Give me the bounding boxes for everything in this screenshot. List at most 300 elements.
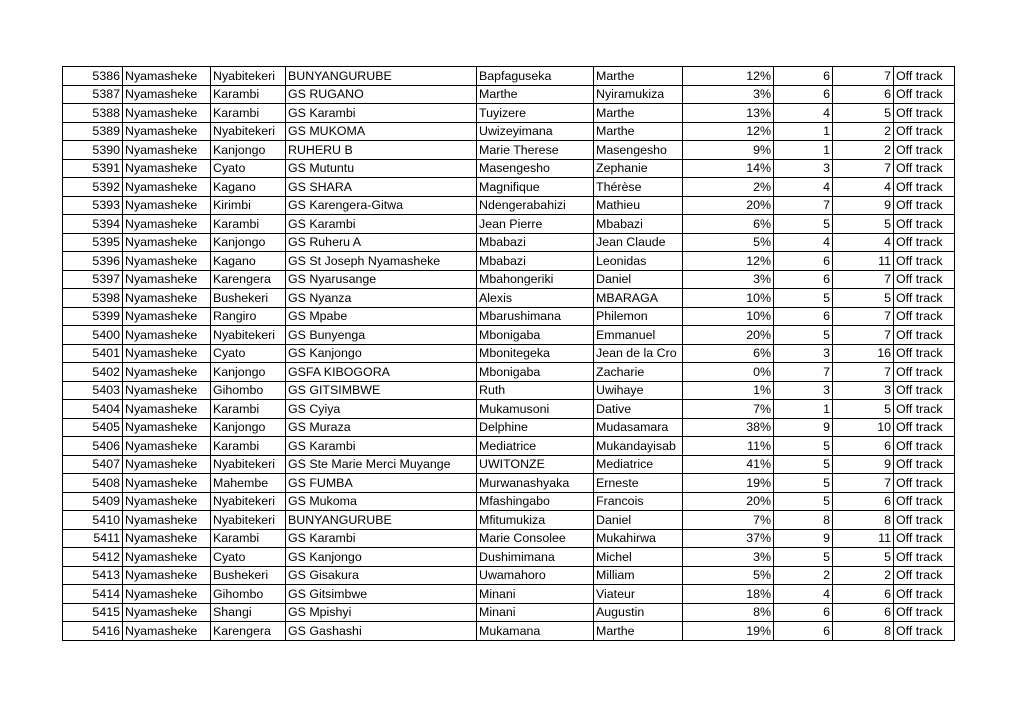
table-row [63, 233, 955, 252]
count-b-cell: 7 [833, 363, 894, 382]
sector-cell: Rangiro [211, 307, 286, 326]
first-name-cell: Daniel [594, 270, 683, 289]
row-id-cell: 5394 [63, 215, 123, 234]
score-cell: 19% [683, 622, 774, 641]
row-id-cell: 5414 [63, 585, 123, 604]
row-id-cell: 5397 [63, 270, 123, 289]
sector-cell: Nyabitekeri [211, 67, 286, 86]
row-id-cell: 5386 [63, 67, 123, 86]
school-cell: GS Karambi [286, 104, 477, 123]
table-row [63, 418, 955, 437]
district-cell: Nyamasheke [123, 215, 211, 234]
first-name-cell: Mukahirwa [594, 529, 683, 548]
row-id-cell: 5403 [63, 381, 123, 400]
status-cell: Off track [894, 141, 955, 160]
district-cell: Nyamasheke [123, 492, 211, 511]
sector-cell: Karengera [211, 270, 286, 289]
table-row [63, 603, 955, 622]
count-b-cell: 7 [833, 67, 894, 86]
status-cell: Off track [894, 381, 955, 400]
count-a-cell: 4 [774, 233, 833, 252]
first-name-cell: Marthe [594, 104, 683, 123]
table-row [63, 270, 955, 289]
count-b-cell: 6 [833, 603, 894, 622]
count-b-cell: 9 [833, 455, 894, 474]
status-cell: Off track [894, 178, 955, 197]
district-cell: Nyamasheke [123, 566, 211, 585]
district-cell: Nyamasheke [123, 529, 211, 548]
table-row [63, 104, 955, 123]
first-name-cell: Marthe [594, 122, 683, 141]
district-cell: Nyamasheke [123, 511, 211, 530]
count-a-cell: 1 [774, 400, 833, 419]
count-a-cell: 6 [774, 307, 833, 326]
first-name-cell: Philemon [594, 307, 683, 326]
district-cell: Nyamasheke [123, 400, 211, 419]
sector-cell: Karambi [211, 215, 286, 234]
status-cell: Off track [894, 400, 955, 419]
last-name-cell: Mfitumukiza [477, 511, 594, 530]
sector-cell: Nyabitekeri [211, 122, 286, 141]
school-cell: GS Mpishyi [286, 603, 477, 622]
status-cell: Off track [894, 233, 955, 252]
count-b-cell: 7 [833, 326, 894, 345]
school-cell: GS Mutuntu [286, 159, 477, 178]
status-cell: Off track [894, 511, 955, 530]
score-cell: 3% [683, 548, 774, 567]
sector-cell: Gihombo [211, 381, 286, 400]
district-cell: Nyamasheke [123, 455, 211, 474]
row-id-cell: 5409 [63, 492, 123, 511]
count-b-cell: 11 [833, 529, 894, 548]
district-cell: Nyamasheke [123, 104, 211, 123]
last-name-cell: Mediatrice [477, 437, 594, 456]
last-name-cell: Mbabazi [477, 233, 594, 252]
school-cell: GS Mpabe [286, 307, 477, 326]
row-id-cell: 5398 [63, 289, 123, 308]
school-cell: GS Nyarusange [286, 270, 477, 289]
first-name-cell: Michel [594, 548, 683, 567]
table-row [63, 400, 955, 419]
last-name-cell: Mbonitegeka [477, 344, 594, 363]
status-cell: Off track [894, 307, 955, 326]
sector-cell: Kanjongo [211, 363, 286, 382]
sector-cell: Karambi [211, 400, 286, 419]
first-name-cell: Zephanie [594, 159, 683, 178]
last-name-cell: Ndengerabahizi [477, 196, 594, 215]
score-cell: 7% [683, 511, 774, 530]
count-b-cell: 10 [833, 418, 894, 437]
sector-cell: Kagano [211, 178, 286, 197]
status-cell: Off track [894, 437, 955, 456]
school-cell: GS Karambi [286, 529, 477, 548]
first-name-cell: Mediatrice [594, 455, 683, 474]
last-name-cell: Mukamusoni [477, 400, 594, 419]
count-a-cell: 8 [774, 511, 833, 530]
first-name-cell: Viateur [594, 585, 683, 604]
count-a-cell: 4 [774, 585, 833, 604]
last-name-cell: Mbarushimana [477, 307, 594, 326]
district-cell: Nyamasheke [123, 122, 211, 141]
first-name-cell: Jean Claude [594, 233, 683, 252]
score-cell: 2% [683, 178, 774, 197]
last-name-cell: Mbonigaba [477, 326, 594, 345]
status-cell: Off track [894, 492, 955, 511]
count-b-cell: 7 [833, 270, 894, 289]
first-name-cell: Leonidas [594, 252, 683, 271]
count-a-cell: 5 [774, 474, 833, 493]
row-id-cell: 5390 [63, 141, 123, 160]
sector-cell: Nyabitekeri [211, 492, 286, 511]
score-cell: 7% [683, 400, 774, 419]
last-name-cell: Minani [477, 585, 594, 604]
row-id-cell: 5389 [63, 122, 123, 141]
first-name-cell: Jean de la Cro [594, 344, 683, 363]
count-b-cell: 5 [833, 104, 894, 123]
score-cell: 5% [683, 233, 774, 252]
first-name-cell: Masengesho [594, 141, 683, 160]
school-cell: GS Nyanza [286, 289, 477, 308]
status-cell: Off track [894, 344, 955, 363]
count-a-cell: 6 [774, 270, 833, 289]
school-cell: GS Kanjongo [286, 548, 477, 567]
count-b-cell: 5 [833, 289, 894, 308]
last-name-cell: Murwanashyaka [477, 474, 594, 493]
school-cell: GS Karengera-Gitwa [286, 196, 477, 215]
status-cell: Off track [894, 215, 955, 234]
school-cell: BUNYANGURUBE [286, 67, 477, 86]
sector-cell: Karambi [211, 104, 286, 123]
row-id-cell: 5396 [63, 252, 123, 271]
count-a-cell: 4 [774, 104, 833, 123]
last-name-cell: Mukamana [477, 622, 594, 641]
district-cell: Nyamasheke [123, 141, 211, 160]
status-cell: Off track [894, 252, 955, 271]
table-row [63, 344, 955, 363]
last-name-cell: Minani [477, 603, 594, 622]
table-row [63, 381, 955, 400]
school-cell: GS Gisakura [286, 566, 477, 585]
last-name-cell: Alexis [477, 289, 594, 308]
table-body [63, 67, 955, 641]
first-name-cell: Uwihaye [594, 381, 683, 400]
count-b-cell: 2 [833, 141, 894, 160]
status-cell: Off track [894, 159, 955, 178]
first-name-cell: Mbabazi [594, 215, 683, 234]
status-cell: Off track [894, 529, 955, 548]
last-name-cell: Marie Therese [477, 141, 594, 160]
score-cell: 14% [683, 159, 774, 178]
count-a-cell: 3 [774, 344, 833, 363]
school-cell: GS Gitsimbwe [286, 585, 477, 604]
count-a-cell: 5 [774, 455, 833, 474]
school-cell: GSFA KIBOGORA [286, 363, 477, 382]
sector-cell: Mahembe [211, 474, 286, 493]
table-row [63, 159, 955, 178]
sector-cell: Karambi [211, 529, 286, 548]
district-cell: Nyamasheke [123, 85, 211, 104]
table-row [63, 566, 955, 585]
row-id-cell: 5401 [63, 344, 123, 363]
score-cell: 37% [683, 529, 774, 548]
last-name-cell: Ruth [477, 381, 594, 400]
row-id-cell: 5408 [63, 474, 123, 493]
table-row [63, 67, 955, 86]
table-row [63, 178, 955, 197]
count-b-cell: 2 [833, 566, 894, 585]
district-cell: Nyamasheke [123, 67, 211, 86]
row-id-cell: 5407 [63, 455, 123, 474]
count-b-cell: 6 [833, 437, 894, 456]
school-cell: GS Bunyenga [286, 326, 477, 345]
table-row [63, 474, 955, 493]
score-cell: 12% [683, 122, 774, 141]
row-id-cell: 5406 [63, 437, 123, 456]
score-cell: 5% [683, 566, 774, 585]
count-a-cell: 6 [774, 67, 833, 86]
score-cell: 10% [683, 307, 774, 326]
district-cell: Nyamasheke [123, 474, 211, 493]
first-name-cell: Zacharie [594, 363, 683, 382]
status-cell: Off track [894, 363, 955, 382]
row-id-cell: 5391 [63, 159, 123, 178]
row-id-cell: 5404 [63, 400, 123, 419]
score-cell: 20% [683, 492, 774, 511]
count-a-cell: 1 [774, 122, 833, 141]
last-name-cell: Dushimimana [477, 548, 594, 567]
first-name-cell: Marthe [594, 622, 683, 641]
score-cell: 19% [683, 474, 774, 493]
school-cell: GS Kanjongo [286, 344, 477, 363]
district-cell: Nyamasheke [123, 270, 211, 289]
status-cell: Off track [894, 326, 955, 345]
sector-cell: Cyato [211, 548, 286, 567]
table-row [63, 492, 955, 511]
row-id-cell: 5388 [63, 104, 123, 123]
sector-cell: Kirimbi [211, 196, 286, 215]
count-b-cell: 3 [833, 381, 894, 400]
district-cell: Nyamasheke [123, 548, 211, 567]
row-id-cell: 5393 [63, 196, 123, 215]
school-cell: GS GITSIMBWE [286, 381, 477, 400]
count-a-cell: 5 [774, 437, 833, 456]
first-name-cell: Mudasamara [594, 418, 683, 437]
row-id-cell: 5413 [63, 566, 123, 585]
sector-cell: Karambi [211, 437, 286, 456]
first-name-cell: Francois [594, 492, 683, 511]
table-row [63, 585, 955, 604]
row-id-cell: 5392 [63, 178, 123, 197]
count-b-cell: 7 [833, 307, 894, 326]
table-row [63, 548, 955, 567]
sector-cell: Bushekeri [211, 289, 286, 308]
district-cell: Nyamasheke [123, 289, 211, 308]
count-b-cell: 9 [833, 196, 894, 215]
row-id-cell: 5395 [63, 233, 123, 252]
sector-cell: Nyabitekeri [211, 511, 286, 530]
first-name-cell: Mukandayisab [594, 437, 683, 456]
school-cell: GS FUMBA [286, 474, 477, 493]
sector-cell: Karambi [211, 85, 286, 104]
first-name-cell: MBARAGA [594, 289, 683, 308]
count-a-cell: 5 [774, 548, 833, 567]
score-cell: 20% [683, 196, 774, 215]
row-id-cell: 5411 [63, 529, 123, 548]
district-cell: Nyamasheke [123, 326, 211, 345]
last-name-cell: Magnifique [477, 178, 594, 197]
table-row [63, 307, 955, 326]
score-cell: 8% [683, 603, 774, 622]
table-row [63, 122, 955, 141]
sector-cell: Nyabitekeri [211, 326, 286, 345]
status-cell: Off track [894, 67, 955, 86]
count-b-cell: 6 [833, 85, 894, 104]
count-a-cell: 5 [774, 492, 833, 511]
row-id-cell: 5416 [63, 622, 123, 641]
score-cell: 18% [683, 585, 774, 604]
score-cell: 3% [683, 270, 774, 289]
first-name-cell: Milliam [594, 566, 683, 585]
sector-cell: Cyato [211, 159, 286, 178]
school-cell: GS Karambi [286, 437, 477, 456]
count-b-cell: 5 [833, 400, 894, 419]
status-cell: Off track [894, 603, 955, 622]
count-b-cell: 8 [833, 622, 894, 641]
count-a-cell: 2 [774, 566, 833, 585]
count-a-cell: 3 [774, 381, 833, 400]
district-cell: Nyamasheke [123, 307, 211, 326]
count-b-cell: 7 [833, 474, 894, 493]
sector-cell: Kanjongo [211, 141, 286, 160]
score-cell: 12% [683, 252, 774, 271]
row-id-cell: 5399 [63, 307, 123, 326]
status-cell: Off track [894, 585, 955, 604]
last-name-cell: Mbahongeriki [477, 270, 594, 289]
status-cell: Off track [894, 270, 955, 289]
count-b-cell: 6 [833, 492, 894, 511]
count-a-cell: 7 [774, 363, 833, 382]
sector-cell: Kanjongo [211, 233, 286, 252]
score-cell: 1% [683, 381, 774, 400]
district-cell: Nyamasheke [123, 437, 211, 456]
count-b-cell: 5 [833, 548, 894, 567]
count-b-cell: 11 [833, 252, 894, 271]
row-id-cell: 5387 [63, 85, 123, 104]
school-cell: GS Gashashi [286, 622, 477, 641]
score-cell: 20% [683, 326, 774, 345]
table-row [63, 252, 955, 271]
count-a-cell: 7 [774, 196, 833, 215]
count-b-cell: 7 [833, 159, 894, 178]
first-name-cell: Mathieu [594, 196, 683, 215]
sector-cell: Gihombo [211, 585, 286, 604]
table-row [63, 215, 955, 234]
last-name-cell: Marie Consolee [477, 529, 594, 548]
count-a-cell: 4 [774, 178, 833, 197]
row-id-cell: 5415 [63, 603, 123, 622]
status-cell: Off track [894, 548, 955, 567]
table-row [63, 363, 955, 382]
score-cell: 12% [683, 67, 774, 86]
count-b-cell: 2 [833, 122, 894, 141]
count-a-cell: 6 [774, 252, 833, 271]
first-name-cell: Nyiramukiza [594, 85, 683, 104]
count-a-cell: 5 [774, 215, 833, 234]
school-cell: BUNYANGURUBE [286, 511, 477, 530]
table-row [63, 141, 955, 160]
first-name-cell: Emmanuel [594, 326, 683, 345]
school-cell: GS SHARA [286, 178, 477, 197]
status-cell: Off track [894, 85, 955, 104]
district-cell: Nyamasheke [123, 233, 211, 252]
school-cell: GS Mukoma [286, 492, 477, 511]
school-cell: GS Ste Marie Merci Muyange [286, 455, 477, 474]
last-name-cell: Marthe [477, 85, 594, 104]
table-row [63, 437, 955, 456]
table-row [63, 511, 955, 530]
count-a-cell: 9 [774, 529, 833, 548]
count-a-cell: 5 [774, 289, 833, 308]
score-cell: 9% [683, 141, 774, 160]
last-name-cell: Mfashingabo [477, 492, 594, 511]
last-name-cell: UWITONZE [477, 455, 594, 474]
table-row [63, 455, 955, 474]
score-cell: 38% [683, 418, 774, 437]
sector-cell: Kanjongo [211, 418, 286, 437]
first-name-cell: Thérèse [594, 178, 683, 197]
last-name-cell: Uwamahoro [477, 566, 594, 585]
status-cell: Off track [894, 196, 955, 215]
count-b-cell: 16 [833, 344, 894, 363]
school-cell: GS Karambi [286, 215, 477, 234]
status-cell: Off track [894, 566, 955, 585]
score-cell: 0% [683, 363, 774, 382]
row-id-cell: 5400 [63, 326, 123, 345]
district-cell: Nyamasheke [123, 585, 211, 604]
status-cell: Off track [894, 104, 955, 123]
score-cell: 3% [683, 85, 774, 104]
last-name-cell: Tuyizere [477, 104, 594, 123]
first-name-cell: Erneste [594, 474, 683, 493]
first-name-cell: Dative [594, 400, 683, 419]
district-cell: Nyamasheke [123, 603, 211, 622]
school-cell: GS MUKOMA [286, 122, 477, 141]
count-b-cell: 8 [833, 511, 894, 530]
district-cell: Nyamasheke [123, 178, 211, 197]
score-cell: 41% [683, 455, 774, 474]
count-a-cell: 3 [774, 159, 833, 178]
row-id-cell: 5410 [63, 511, 123, 530]
count-b-cell: 4 [833, 178, 894, 197]
district-cell: Nyamasheke [123, 622, 211, 641]
district-cell: Nyamasheke [123, 159, 211, 178]
table-row [63, 196, 955, 215]
table-row [63, 622, 955, 641]
last-name-cell: Mbonigaba [477, 363, 594, 382]
status-cell: Off track [894, 418, 955, 437]
table-row [63, 529, 955, 548]
count-a-cell: 5 [774, 326, 833, 345]
school-cell: GS RUGANO [286, 85, 477, 104]
first-name-cell: Marthe [594, 67, 683, 86]
status-cell: Off track [894, 122, 955, 141]
count-a-cell: 6 [774, 85, 833, 104]
first-name-cell: Daniel [594, 511, 683, 530]
count-a-cell: 9 [774, 418, 833, 437]
school-cell: GS Cyiya [286, 400, 477, 419]
status-cell: Off track [894, 455, 955, 474]
district-cell: Nyamasheke [123, 418, 211, 437]
